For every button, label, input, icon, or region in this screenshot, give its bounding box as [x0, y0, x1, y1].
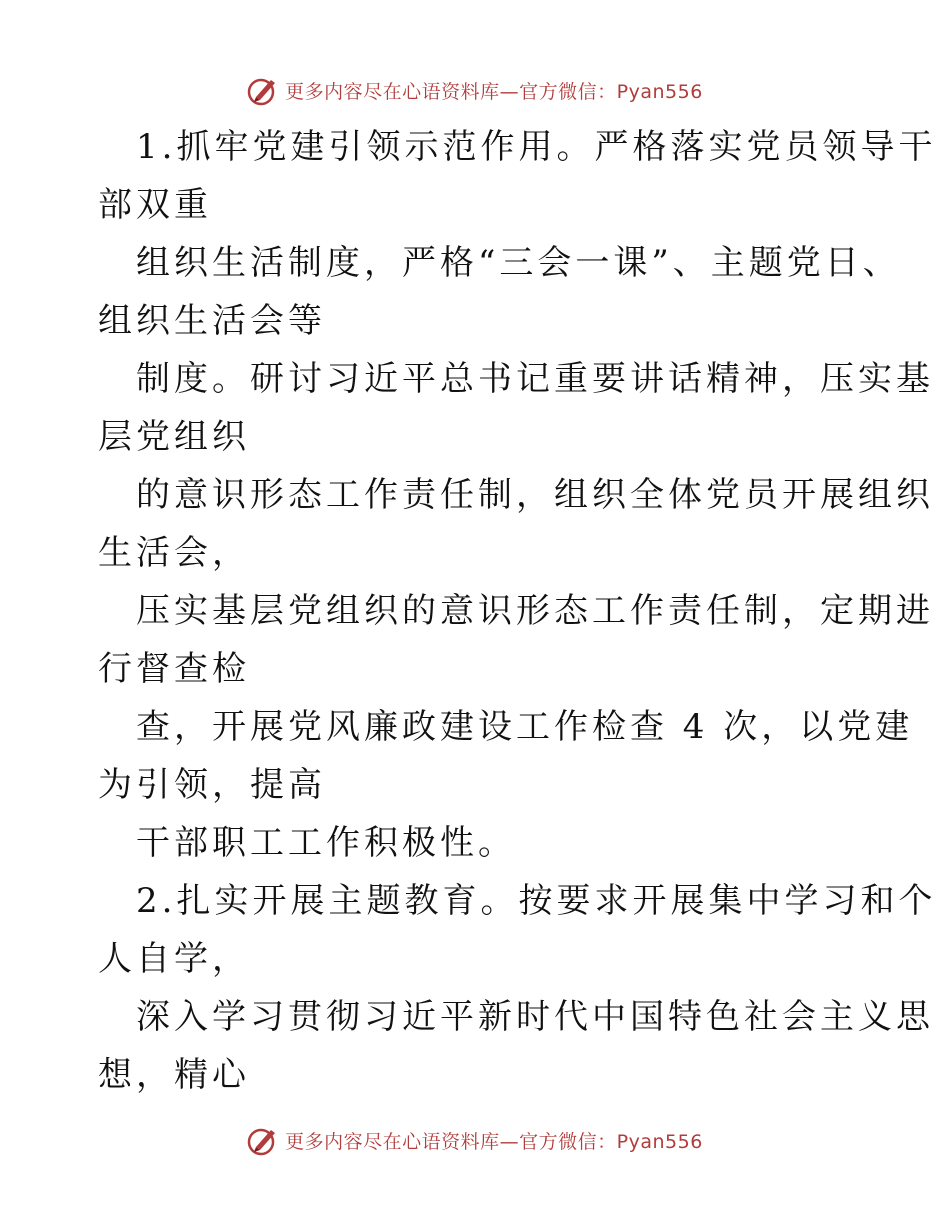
body-line: 想，精心: [98, 1055, 250, 1095]
body-line: 组织生活制度，严格“三会一课”、主题党日、: [136, 243, 901, 283]
body-line: 生活会，: [98, 533, 250, 573]
body-line: 行督查检: [98, 649, 250, 689]
body-line: 的意识形态工作责任制，组织全体党员开展组织: [136, 475, 934, 515]
watermark-footer: [0, 1120, 950, 1160]
body-line: 人自学，: [98, 939, 250, 979]
document-body: [98, 118, 937, 1104]
pen-logo-icon: [247, 1124, 279, 1156]
body-line: 压实基层党组织的意识形态工作责任制，定期进: [136, 591, 934, 631]
watermark-text: 更多内容尽在心语资料库—官方微信：Pyan556: [285, 1130, 703, 1153]
watermark-header: [0, 70, 950, 110]
watermark-text: 更多内容尽在心语资料库—官方微信：Pyan556: [285, 80, 703, 103]
body-line: 组织生活会等: [98, 301, 326, 341]
body-line: 查，开展党风廉政建设工作检查 4 次，以党建: [136, 707, 914, 747]
body-line: 2.扎实开展主题教育。按要求开展集中学习和个: [136, 881, 937, 921]
body-line: 干部职工工作积极性。: [136, 823, 516, 863]
body-line: 为引领，提高: [98, 765, 326, 805]
body-line: 1.抓牢党建引领示范作用。严格落实党员领导干: [136, 127, 937, 167]
body-line: 深入学习贯彻习近平新时代中国特色社会主义思: [136, 997, 934, 1037]
body-line: 制度。研讨习近平总书记重要讲话精神，压实基: [136, 359, 934, 399]
body-line: 层党组织: [98, 417, 250, 457]
pen-logo-icon: [247, 74, 279, 106]
body-line: 部双重: [98, 185, 212, 225]
